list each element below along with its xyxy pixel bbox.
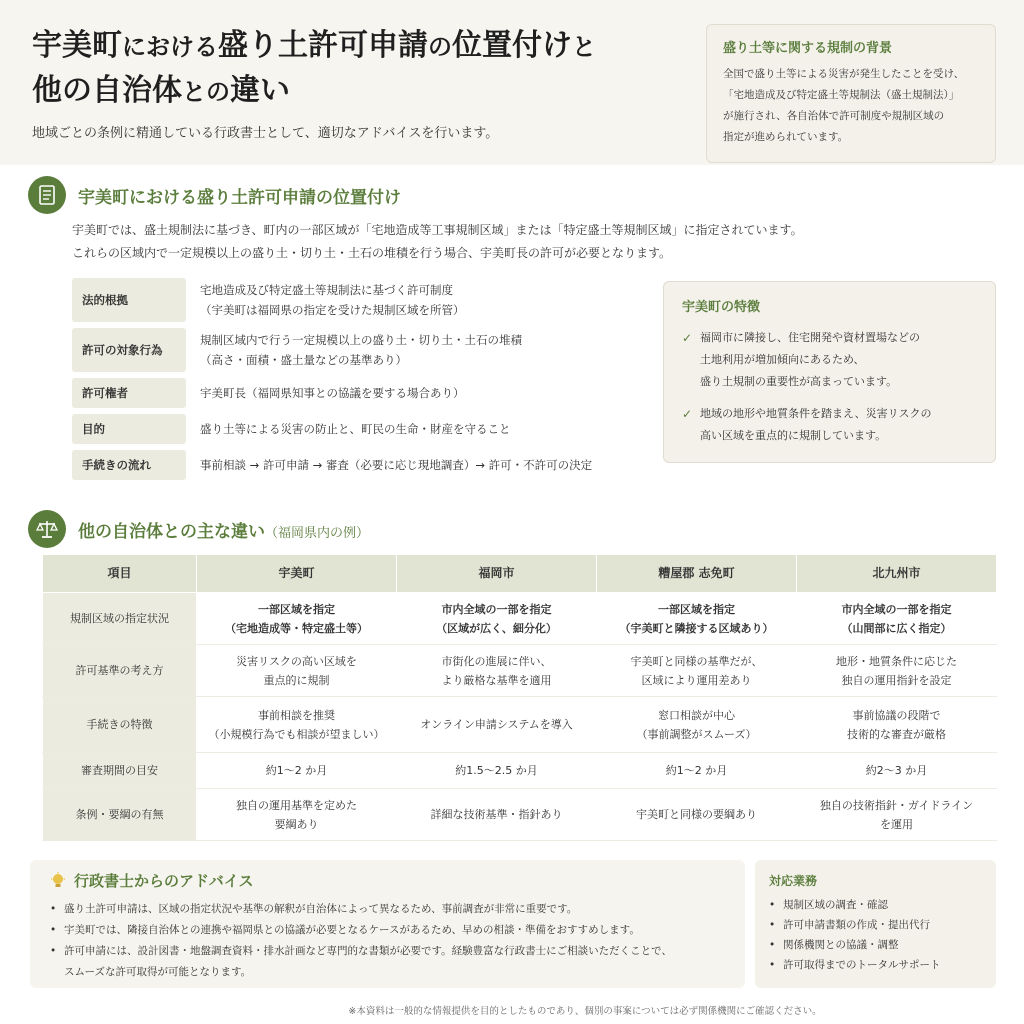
column-header: 北九州市: [797, 555, 997, 593]
table-cell: 約1.5〜2.5 か月: [397, 753, 597, 789]
table-cell: 独自の技術指針・ガイドライン を運用: [797, 789, 997, 841]
service-item: • 許可申請書類の作成・提出代行: [769, 915, 982, 935]
page-subtitle: 地域ごとの条例に精通している行政書士として、適切なアドバイスを行います。: [32, 126, 499, 141]
services-list: [769, 895, 982, 975]
table-cell: 約2〜3 か月: [797, 753, 997, 789]
lightbulb-icon: [50, 872, 66, 890]
table-cell: 市内全域の一部を指定 （山間部に広く指定）: [797, 593, 997, 645]
page-title: 宇美町における盛り土許可申請の位置付けと 他の自治体との違い: [32, 28, 596, 108]
table-cell: オンライン申請システムを導入: [397, 697, 597, 753]
row-label: 審査期間の目安: [43, 753, 197, 789]
definition-label: 許可権者: [72, 378, 186, 408]
service-item: • 許可取得までのトータルサポート: [769, 955, 982, 975]
definition-row: [72, 450, 662, 480]
background-info-title: 盛り土等に関する規制の背景: [723, 41, 893, 56]
table-cell: 地形・地質条件に応じた 独自の運用指針を設定: [797, 645, 997, 697]
table-cell: 災害リスクの高い区域を 重点的に規制: [197, 645, 397, 697]
background-info-text: 全国で盛り土等による災害が発生したことを受け、 「宅地造成及び特定盛土等規制法（盛土規制法）」 が施行され、各自治体で許可制度や規制区域の 指定が進められています。: [723, 68, 965, 143]
table-cell: 窓口相談が中心 （事前調整がスムーズ）: [597, 697, 797, 753]
definition-table: [72, 278, 662, 486]
table-cell: 宇美町と同様の要綱あり: [597, 789, 797, 841]
background-info-box: [706, 24, 996, 163]
definition-value: 事前相談 → 許可申請 → 審査（必要に応じ現地調査）→ 許可・不許可の決定: [200, 458, 593, 472]
advice-title: 行政書士からのアドバイス: [50, 870, 725, 891]
comparison-row: [43, 753, 997, 789]
scale-icon: [28, 510, 66, 548]
definition-label: 目的: [72, 414, 186, 444]
column-header: 糟屋郡 志免町: [597, 555, 797, 593]
column-header: 福岡市: [397, 555, 597, 593]
row-label: 許可基準の考え方: [43, 645, 197, 697]
service-item: • 関係機関との協議・調整: [769, 935, 982, 955]
services-box: [755, 860, 996, 988]
definition-value: 宅地造成及び特定盛土等規制法に基づく許可制度 （宇美町は福岡県の指定を受けた規制区域を所管）: [200, 283, 465, 317]
definition-row: [72, 278, 662, 322]
definition-label: 法的根拠: [72, 278, 186, 322]
definition-value: 規制区域内で行う一定規模以上の盛り土・切り土・土石の堆積 （高さ・面積・盛土量などの基準あり）: [200, 333, 522, 367]
table-cell: 事前協議の段階で 技術的な審査が厳格: [797, 697, 997, 753]
definition-value: 宇美町長（福岡県知事との協議を要する場合あり）: [200, 386, 465, 400]
document-icon: [28, 176, 66, 214]
features-box: [663, 281, 996, 463]
table-cell: 約1〜2 か月: [597, 753, 797, 789]
comparison-row: [43, 645, 997, 697]
footnote: ※本資料は一般的な情報提供を目的としたものであり、個別の事案については必ず関係機関にご確認ください。: [348, 1006, 822, 1017]
section-header-position: [28, 176, 401, 214]
table-cell: 一部区域を指定 （宅地造成等・特定盛土等）: [197, 593, 397, 645]
row-label: 条例・要綱の有無: [43, 789, 197, 841]
section-header-comparison: [28, 510, 369, 548]
advice-list: [50, 899, 725, 983]
section-title-comparison: 他の自治体との主な違い（福岡県内の例）: [78, 521, 370, 542]
check-icon: ✓: [682, 331, 693, 345]
services-title: 対応業務: [769, 874, 818, 888]
row-label: 手続きの特徴: [43, 697, 197, 753]
column-header: 宇美町: [197, 555, 397, 593]
table-cell: 詳細な技術基準・指針あり: [397, 789, 597, 841]
table-cell: 一部区域を指定 （宇美町と隣接する区域あり）: [597, 593, 797, 645]
section-intro: 宇美町では、盛土規制法に基づき、町内の一部区域が「宅地造成等工事規制区域」または「特定盛土等規制区域」に指定されています。 これらの区域内で一定規模以上の盛り土・切り土・土石の堆積を行う場合、宇美町長の許可が必要となります。: [72, 223, 803, 260]
column-header: 項目: [43, 555, 197, 593]
comparison-row: [43, 697, 997, 753]
definition-row: [72, 328, 662, 372]
comparison-row: [43, 593, 997, 645]
advice-item: • 宇美町では、隣接自治体との連携や福岡県との協議が必要となるケースがあるため、早めの相談・準備をおすすめします。: [50, 920, 725, 941]
row-label: 規制区域の指定状況: [43, 593, 197, 645]
section-title-position: 宇美町における盛り土許可申請の位置付け: [78, 187, 401, 208]
comparison-table: [42, 554, 997, 841]
definition-row: [72, 414, 662, 444]
feature-item: ✓ 福岡市に隣接し、住宅開発や資材置場などの 土地利用が増加傾向にあるため、 盛り土規制の重要性が高まっています。: [682, 327, 977, 393]
table-cell: 宇美町と同様の基準だが、 区域により運用差あり: [597, 645, 797, 697]
table-cell: 市街化の進展に伴い、 より厳格な基準を適用: [397, 645, 597, 697]
definition-label: 手続きの流れ: [72, 450, 186, 480]
comparison-row: [43, 789, 997, 841]
service-item: • 規制区域の調査・確認: [769, 895, 982, 915]
definition-value: 盛り土等による災害の防止と、町民の生命・財産を守ること: [200, 422, 511, 436]
advice-item: • 許可申請には、設計図書・地盤調査資料・排水計画など専門的な書類が必要です。経験豊富な行政書士にご相談いただくことで、 スムーズな許可取得が可能となります。: [50, 941, 725, 983]
advice-box: [30, 860, 745, 988]
table-cell: 市内全域の一部を指定 （区域が広く、細分化）: [397, 593, 597, 645]
check-icon: ✓: [682, 407, 693, 421]
table-cell: 独自の運用基準を定めた 要綱あり: [197, 789, 397, 841]
table-cell: 約1〜2 か月: [197, 753, 397, 789]
table-cell: 事前相談を推奨 （小規模行為でも相談が望ましい）: [197, 697, 397, 753]
definition-row: [72, 378, 662, 408]
definition-label: 許可の対象行為: [72, 328, 186, 372]
feature-item: ✓ 地域の地形や地質条件を踏まえ、災害リスクの 高い区域を重点的に規制しています。: [682, 403, 977, 447]
features-title: 宇美町の特徴: [682, 300, 761, 315]
comparison-header-row: [43, 555, 997, 593]
advice-item: • 盛り土許可申請は、区域の指定状況や基準の解釈が自治体によって異なるため、事前調査が非常に重要です。: [50, 899, 725, 920]
